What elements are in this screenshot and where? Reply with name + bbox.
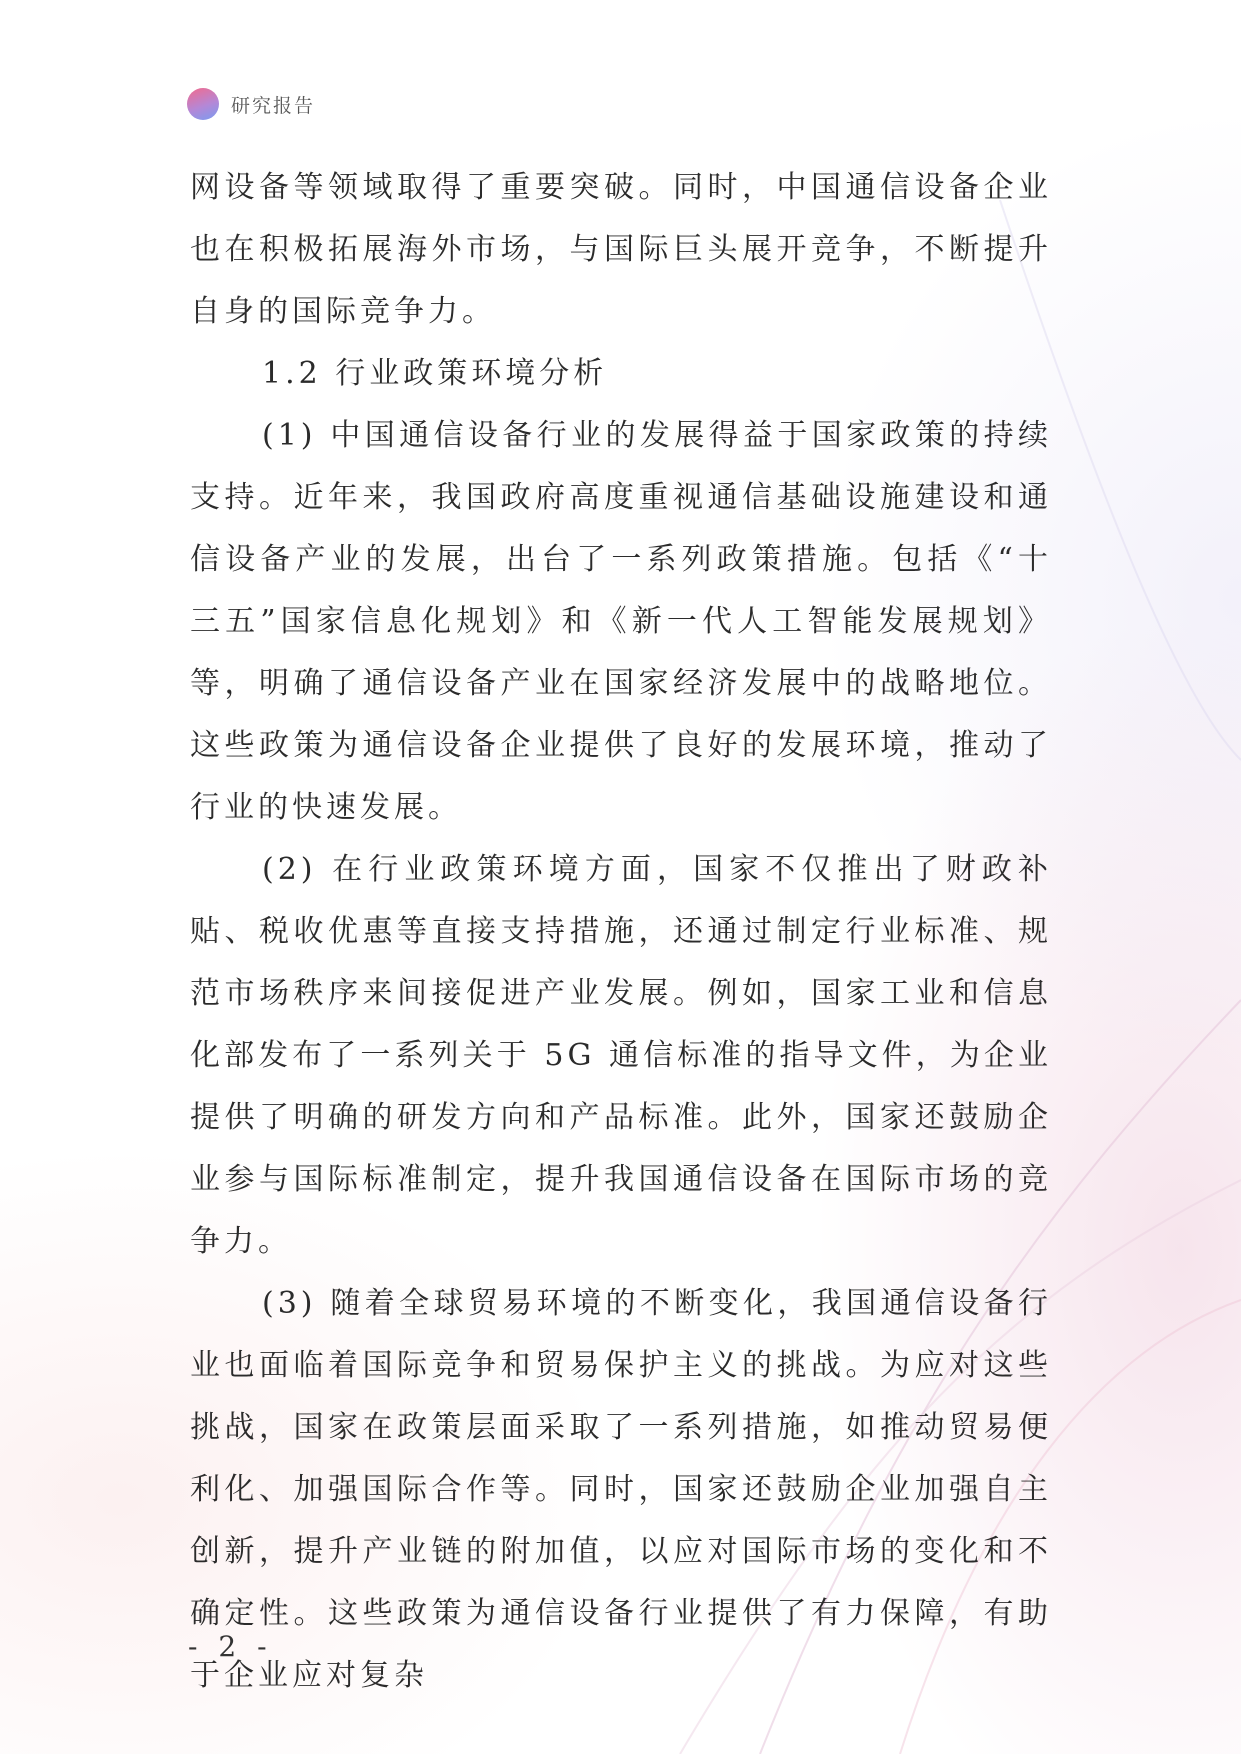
document-body xyxy=(190,157,1052,1707)
report-logo-icon xyxy=(187,88,219,120)
page-header xyxy=(187,88,315,120)
paragraph: (1) 中国通信设备行业的发展得益于国家政策的持续支持。近年来，我国政府高度重视通信基础设施建设和通信设备产业的发展，出台了一系列政策措施。包括《“十三五”国家信息化规划》和《新一代人工智能发展规划》等，明确了通信设备产业在国家经济发展中的战略地位。这些政策为通信设备企业提供了良好的发展环境，推动了行业的快速发展。 xyxy=(190,418,1052,825)
page-number: - 2 - xyxy=(188,1630,273,1663)
header-title: 研究报告 xyxy=(231,94,316,117)
paragraph: (3) 随着全球贸易环境的不断变化，我国通信设备行业也面临着国际竞争和贸易保护主义的挑战。为应对这些挑战，国家在政策层面采取了一系列措施，如推动贸易便利化、加强国际合作等。同时，国家还鼓励企业加强自主创新，提升产业链的附加值，以应对国际市场的变化和不确定性。这些政策为通信设备行业提供了有力保障，有助于企业应对复杂 xyxy=(190,1286,1052,1693)
section-heading: 1.2 行业政策环境分析 xyxy=(262,356,608,391)
paragraph-continued: 网设备等领域取得了重要突破。同时，中国通信设备企业也在积极拓展海外市场，与国际巨头展开竞争，不断提升自身的国际竞争力。 xyxy=(190,170,1052,329)
paragraph: (2) 在行业政策环境方面，国家不仅推出了财政补贴、税收优惠等直接支持措施，还通过制定行业标准、规范市场秩序来间接促进产业发展。例如，国家工业和信息化部发布了一系列关于 5G 通信标准的指导文件，为企业提供了明确的研发方向和产品标准。此外，国家还鼓励企业参与国际标准制定，提升我国通信设备在国际市场的竞争力。 xyxy=(190,852,1052,1259)
